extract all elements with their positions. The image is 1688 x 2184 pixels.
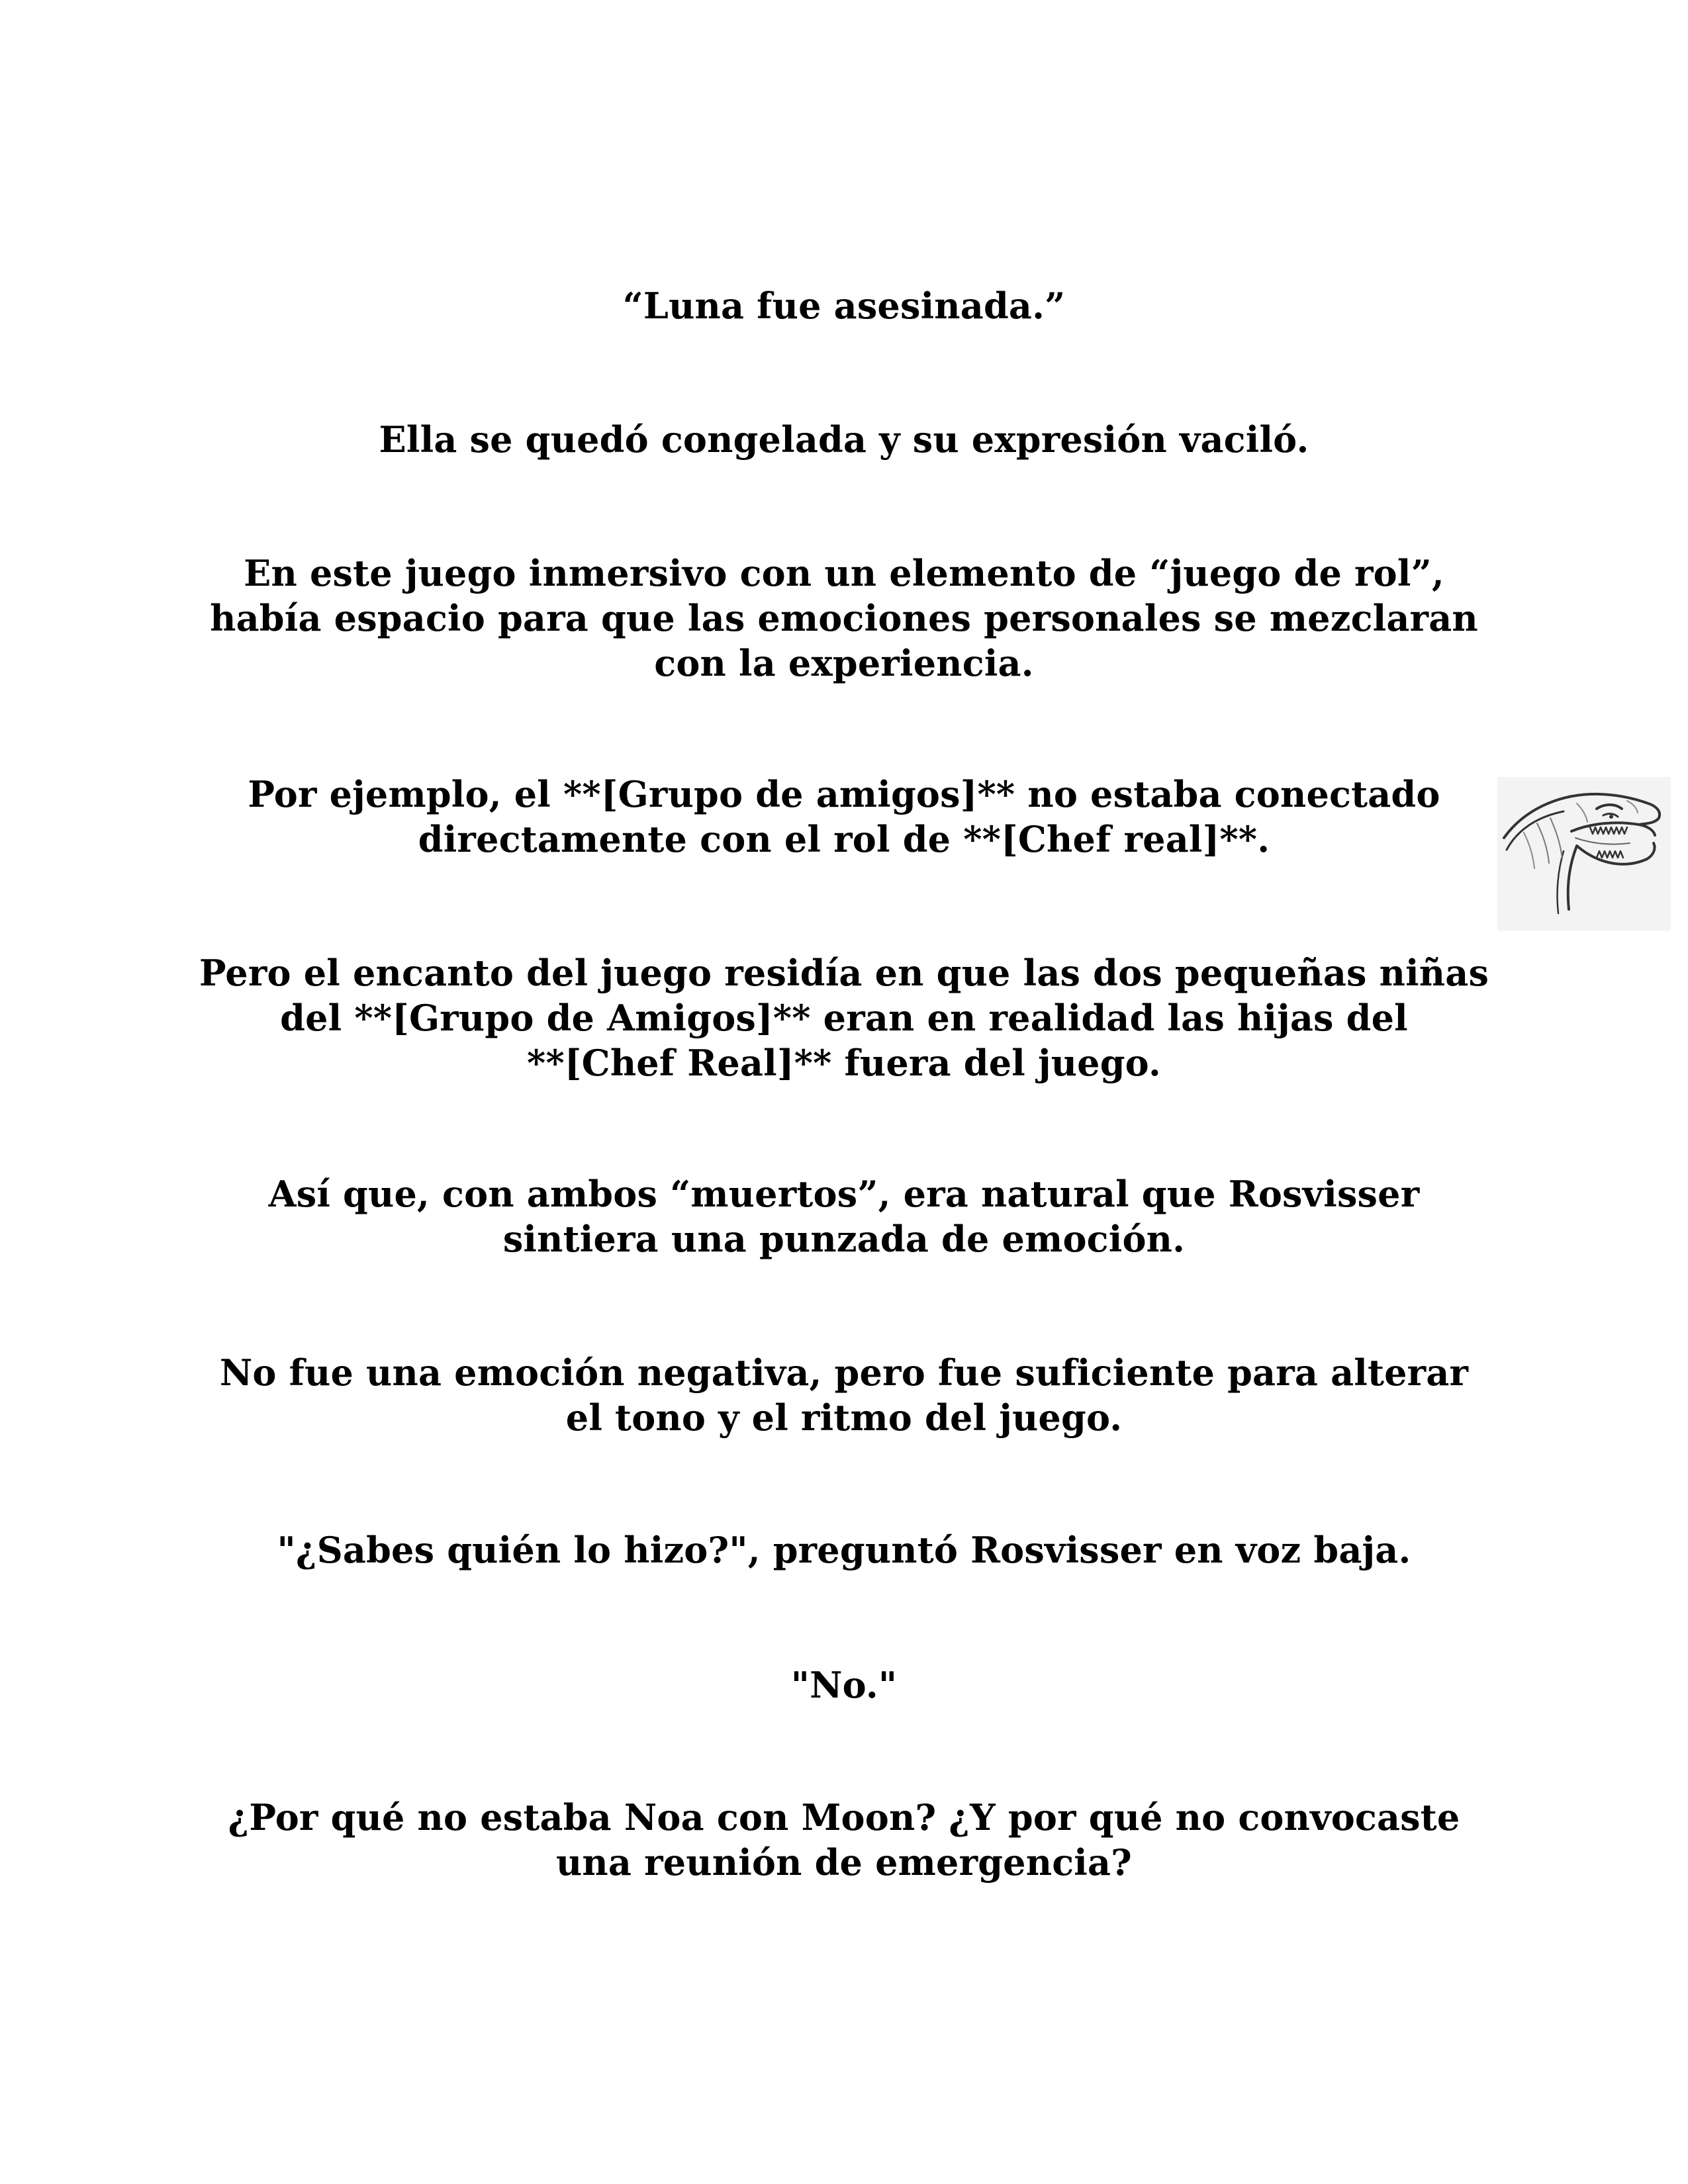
paragraph-2: Ella se quedó congelada y su expresión vaciló.: [379, 418, 1309, 461]
paragraph-8: "¿Sabes quién lo hizo?", preguntó Rosvisser en voz baja.: [277, 1529, 1411, 1571]
paragraph-10: ¿Por qué no estaba Noa con Moon? ¿Y por qué no convocaste una reunión de emergencia?: [228, 1796, 1460, 1884]
paragraph-9: "No.": [790, 1664, 898, 1706]
dinosaur-head-sketch-icon: [1497, 777, 1671, 931]
paragraph-1: “Luna fue asesinada.”: [622, 285, 1066, 327]
paragraph-4: Por ejemplo, el **[Grupo de amigos]** no estaba conectado directamente con el rol de **[Chef real]**.: [248, 773, 1440, 860]
paragraph-7: No fue una emoción negativa, pero fue suficiente para alterar el tono y el ritmo del juego.: [219, 1351, 1469, 1439]
paragraph-5: Pero el encanto del juego residía en que las dos pequeñas niñas del **[Grupo de Amigos]** eran en realidad las hijas del **[Chef Real]** fuera del juego.: [199, 952, 1489, 1084]
paragraph-6: Así que, con ambos “muertos”, era natural que Rosvisser sintiera una punzada de emoción.: [268, 1173, 1420, 1260]
paragraph-3: En este juego inmersivo con un elemento de “juego de rol”, había espacio para que las emociones personales se mezclaran con la experiencia.: [210, 552, 1478, 684]
